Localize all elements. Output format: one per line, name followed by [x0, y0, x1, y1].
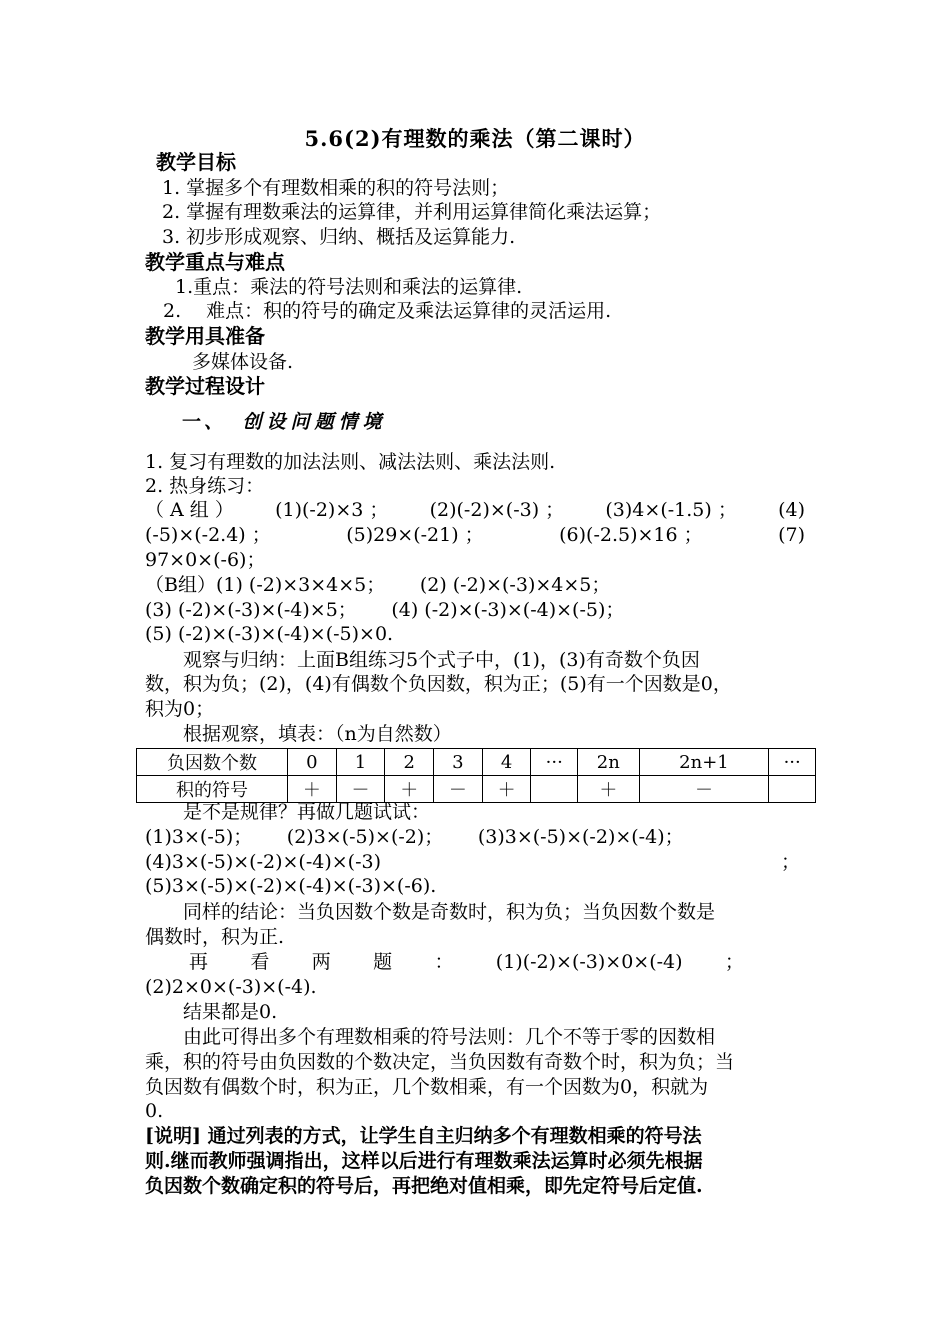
tools-heading: 教学用具准备	[145, 324, 265, 348]
conclusion-line-2: 偶数时，积为正.	[145, 926, 285, 948]
goal-item-2: 2. 掌握有理数乘法的运算律，并利用运算律简化乘法运算；	[162, 201, 662, 223]
table-header-cell: 0	[288, 749, 337, 776]
two-more-char-1: 再	[189, 951, 209, 973]
group-a-q6: (6)(-2.5)×16 ；	[559, 524, 703, 546]
group-a-q7-num: (7)	[778, 524, 805, 546]
group-a-q1: (1)(-2)×3 ；	[275, 499, 389, 521]
two-more-char-4: 题	[373, 951, 393, 973]
group-a-q5: (5)29×(-21) ；	[346, 524, 484, 546]
table-cell: －	[639, 776, 769, 803]
group-a-q4: (-5)×(-2.4) ；	[145, 524, 271, 546]
two-more-char-2: 看	[250, 951, 270, 973]
try-line-1: (1)3×(-5)； (2)3×(-5)×(-2)； (3)3×(-5)×(-2)×(-4)；	[145, 826, 684, 848]
table-header-cell: ···	[531, 749, 578, 776]
table-header-cell: 3	[434, 749, 483, 776]
key-point-2: 2. 难点：积的符号的确定及乘法运算律的灵活运用.	[163, 300, 612, 322]
observe-line-1: 观察与归纳：上面B组练习5个式子中，(1)，(3)有奇数个负因	[145, 649, 700, 671]
goal-item-3: 3. 初步形成观察、归纳、概括及运算能力.	[162, 226, 516, 248]
rule-line-4: 0.	[145, 1100, 164, 1122]
table-header-cell: 2	[385, 749, 434, 776]
two-more-q1-end: ；	[724, 951, 744, 973]
table-cell: ＋	[385, 776, 434, 803]
two-more-char-3: 两	[311, 951, 331, 973]
group-a-label: （ A 组 ）	[145, 499, 234, 521]
table-header-row	[137, 749, 816, 776]
fill-intro: 根据观察，填表：（n为自然数）	[145, 723, 452, 745]
table-cell: ＋	[288, 776, 337, 803]
try-intro: 是不是规律？再做几题试试：	[145, 801, 431, 823]
observe-line-3: 积为0；	[145, 698, 215, 720]
key-points-heading: 教学重点与难点	[145, 250, 285, 274]
try-q4-end: ；	[780, 851, 800, 873]
try-q4: (4)3×(-5)×(-2)×(-4)×(-3)	[145, 851, 382, 873]
group-b-line-3: (5) (-2)×(-3)×(-4)×(-5)×0.	[145, 623, 394, 645]
table-cell: 积的符号	[137, 776, 288, 803]
group-a-q3: (3)4×(-1.5) ；	[605, 499, 737, 521]
section-1-heading: 一、 创设问题情境	[180, 411, 387, 433]
goal-item-1: 1. 掌握多个有理数相乘的积的符号法则；	[162, 177, 510, 199]
tools-text: 多媒体设备.	[192, 351, 294, 373]
goals-heading: 教学目标	[156, 150, 236, 174]
process-p2: 2. 热身练习：	[145, 475, 265, 497]
rule-line-1: 由此可得出多个有理数相乘的符号法则：几个不等于零的因数相	[145, 1026, 716, 1048]
table-cell: ＋	[578, 776, 640, 803]
table-header-cell: ···	[769, 749, 816, 776]
key-point-1: 1.重点：乘法的符号法则和乘法的运算律.	[175, 276, 523, 298]
note-line-2: 则.继而教师强调指出，这样以后进行有理数乘法运算时必须先根据	[145, 1150, 703, 1172]
table-row	[137, 776, 816, 803]
conclusion-line-1: 同样的结论：当负因数个数是奇数时，积为负；当负因数个数是	[145, 901, 716, 923]
try-line-3: (5)3×(-5)×(-2)×(-4)×(-3)×(-6).	[145, 875, 437, 897]
process-p1: 1. 复习有理数的加法法则、减法法则、乘法法则.	[145, 451, 556, 473]
table-header-cell: 2n+1	[639, 749, 769, 776]
table-header-cell: 4	[482, 749, 531, 776]
group-a-row-1	[145, 498, 805, 522]
table-cell	[769, 776, 816, 803]
group-a-row-3: 97×0×(-6)；	[145, 549, 266, 571]
table-cell	[531, 776, 578, 803]
table-header-cell: 2n	[578, 749, 640, 776]
table-header-cell: 负因数个数	[137, 749, 288, 776]
two-more-line	[189, 950, 744, 974]
table-cell: －	[336, 776, 385, 803]
document-title: 5.6(2)有理数的乘法（第二课时）	[304, 126, 646, 151]
group-a-q4-num: (4)	[778, 499, 805, 521]
observe-line-2: 数，积为负；(2)，(4)有偶数个负因数，积为正；(5)有一个因数是0，	[145, 673, 732, 695]
try-line-2	[145, 850, 800, 874]
note-line-3: 负因数个数确定积的符号后，再把绝对值相乘，即先定符号后定值.	[145, 1175, 703, 1197]
two-more-line-2: (2)2×0×(-3)×(-4).	[145, 976, 317, 998]
table-cell: ＋	[482, 776, 531, 803]
two-more-q1: (1)(-2)×(-3)×0×(-4)	[495, 951, 683, 973]
table-header-cell: 1	[336, 749, 385, 776]
two-more-colon: ：	[434, 951, 454, 973]
group-a-q2: (2)(-2)×(-3) ；	[429, 499, 565, 521]
process-heading: 教学过程设计	[145, 374, 265, 398]
sign-rule-table	[136, 748, 816, 803]
table-cell: －	[434, 776, 483, 803]
group-b-line-1: （B组）(1) (-2)×3×4×5； (2) (-2)×(-3)×4×5；	[145, 574, 611, 596]
rule-line-3: 负因数有偶数个时，积为正，几个数相乘，有一个因数为0，积就为	[145, 1076, 709, 1098]
result-line: 结果都是0.	[145, 1001, 278, 1023]
group-a-row-2	[145, 523, 805, 547]
note-line-1: [说明] 通过列表的方式，让学生自主归纳多个有理数相乘的符号法	[145, 1125, 702, 1147]
rule-line-2: 乘，积的符号由负因数的个数决定，当负因数有奇数个时，积为负；当	[145, 1051, 735, 1073]
group-b-line-2: (3) (-2)×(-3)×(-4)×5； (4) (-2)×(-3)×(-4)×(-5)；	[145, 599, 625, 621]
